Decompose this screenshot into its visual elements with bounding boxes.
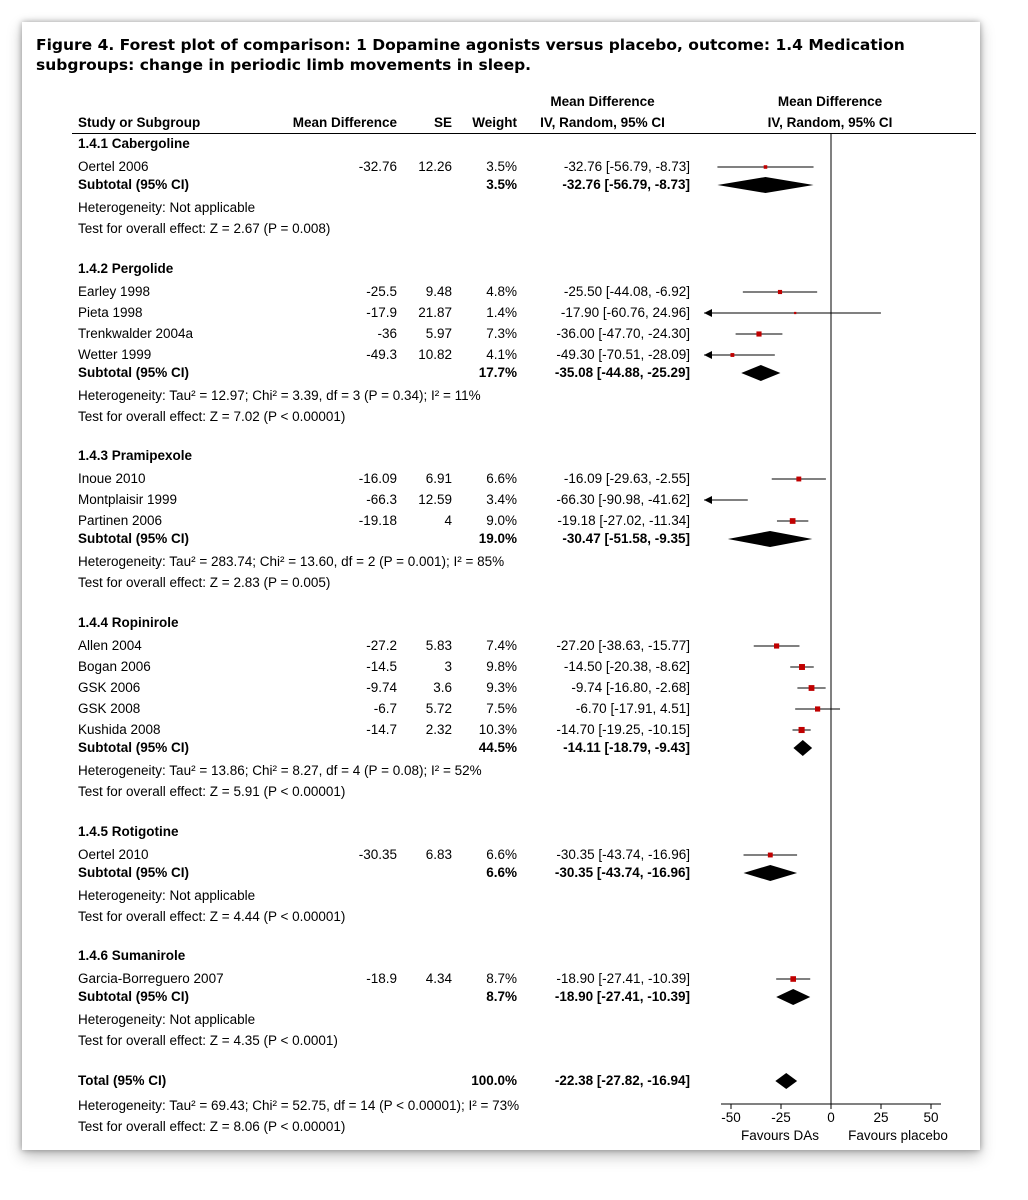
study-name: Allen 2004 <box>78 638 142 653</box>
study-weight: 6.6% <box>486 847 517 862</box>
header-study: Study or Subgroup <box>78 115 201 130</box>
subtotal-weight: 44.5% <box>478 740 517 755</box>
overall-effect-text: Test for overall effect: Z = 4.44 (P < 0.00001) <box>78 909 346 924</box>
study-weight: 9.8% <box>486 659 517 674</box>
study-mean-difference: -49.3 <box>366 347 397 362</box>
header-se: SE <box>433 115 452 130</box>
study-name: GSK 2008 <box>78 701 141 716</box>
header-weight: Weight <box>472 115 517 130</box>
study-ci: -14.70 [-19.25, -10.15] <box>556 722 690 737</box>
study-name: Inoue 2010 <box>78 471 146 486</box>
study-se: 2.32 <box>425 722 452 737</box>
study-se: 9.48 <box>425 284 452 299</box>
subtotal-ci: -14.11 [-18.79, -9.43] <box>563 740 690 755</box>
subtotal-ci: -30.47 [-51.58, -9.35] <box>562 531 690 546</box>
study-weight: 10.3% <box>478 722 517 737</box>
study-weight: 7.5% <box>486 701 517 716</box>
study-se: 3.6 <box>433 680 452 695</box>
heterogeneity-text: Heterogeneity: Tau² = 283.74; Chi² = 13.60, df = 2 (P = 0.001); I² = 85% <box>78 554 505 569</box>
study-weight: 9.0% <box>486 513 517 528</box>
study-se: 3 <box>444 659 452 674</box>
overall-effect-text: Test for overall effect: Z = 4.35 (P < 0.0001) <box>78 1033 338 1048</box>
total-weight: 100.0% <box>471 1073 517 1088</box>
study-name: Kushida 2008 <box>78 722 161 737</box>
subtotal-label: Subtotal (95% CI) <box>78 740 190 755</box>
study-weight: 7.4% <box>486 638 517 653</box>
study-mean-difference: -32.76 <box>358 159 397 174</box>
study-se: 6.91 <box>425 471 452 486</box>
heterogeneity-text: Heterogeneity: Tau² = 13.86; Chi² = 8.27, df = 4 (P = 0.08); I² = 52% <box>78 763 482 778</box>
study-name: Garcia-Borreguero 2007 <box>78 971 224 986</box>
heterogeneity-text: Heterogeneity: Not applicable <box>78 200 256 215</box>
study-ci: -18.90 [-27.41, -10.39] <box>556 971 690 986</box>
header-plot-top: Mean Difference <box>777 94 883 109</box>
study-ci: -27.20 [-38.63, -15.77] <box>556 638 690 653</box>
subtotal-label: Subtotal (95% CI) <box>78 531 190 546</box>
study-mean-difference: -66.3 <box>366 492 397 507</box>
study-name: Oertel 2006 <box>78 159 149 174</box>
favours-right-label: Favours placebo <box>848 1128 948 1143</box>
subgroup-title: 1.4.6 Sumanirole <box>78 948 186 963</box>
study-se: 4 <box>444 513 452 528</box>
subtotal-ci: -32.76 [-56.79, -8.73] <box>562 177 690 192</box>
study-ci: -14.50 [-20.38, -8.62] <box>563 659 690 674</box>
study-mean-difference: -17.9 <box>366 305 397 320</box>
study-weight: 4.8% <box>486 284 517 299</box>
study-se: 12.59 <box>418 492 452 507</box>
study-weight: 4.1% <box>486 347 517 362</box>
study-name: Oertel 2010 <box>78 847 149 862</box>
study-weight: 7.3% <box>486 326 517 341</box>
header-mean-difference: Mean Difference <box>292 115 397 130</box>
study-se: 4.34 <box>425 971 452 986</box>
study-se: 5.97 <box>425 326 452 341</box>
study-mean-difference: -16.09 <box>358 471 397 486</box>
study-name: Earley 1998 <box>78 284 151 299</box>
total-heterogeneity-text: Heterogeneity: Tau² = 69.43; Chi² = 52.75, df = 14 (P < 0.00001); I² = 73% <box>78 1098 520 1113</box>
header-rule <box>72 133 976 134</box>
subtotal-ci: -35.08 [-44.88, -25.29] <box>554 365 690 380</box>
study-mean-difference: -18.9 <box>366 971 397 986</box>
subtotal-label: Subtotal (95% CI) <box>78 177 190 192</box>
subgroup-title: 1.4.5 Rotigotine <box>78 824 179 839</box>
header-plot-bottom: IV, Random, 95% CI <box>767 115 893 130</box>
study-se: 10.82 <box>418 347 452 362</box>
heterogeneity-text: Heterogeneity: Tau² = 12.97; Chi² = 3.39, df = 3 (P = 0.34); I² = 11% <box>78 388 481 403</box>
subtotal-weight: 6.6% <box>486 865 517 880</box>
study-ci: -6.70 [-17.91, 4.51] <box>575 701 690 716</box>
study-se: 5.72 <box>425 701 452 716</box>
study-mean-difference: -14.5 <box>366 659 397 674</box>
study-name: Partinen 2006 <box>78 513 163 528</box>
study-weight: 8.7% <box>486 971 517 986</box>
total-ci: -22.38 [-27.82, -16.94] <box>554 1073 690 1088</box>
total-overall-effect-text: Test for overall effect: Z = 8.06 (P < 0.00001) <box>78 1119 346 1134</box>
study-mean-difference: -30.35 <box>358 847 397 862</box>
subgroup-title: 1.4.2 Pergolide <box>78 261 174 276</box>
x-tick-label: -50 <box>721 1110 741 1125</box>
subgroup-title: 1.4.1 Cabergoline <box>78 136 190 151</box>
study-weight: 6.6% <box>486 471 517 486</box>
study-mean-difference: -19.18 <box>358 513 397 528</box>
x-tick-label: 25 <box>873 1110 889 1125</box>
subtotal-weight: 3.5% <box>486 177 517 192</box>
study-name: Bogan 2006 <box>78 659 151 674</box>
study-ci: -25.50 [-44.08, -6.92] <box>563 284 690 299</box>
study-mean-difference: -27.2 <box>366 638 397 653</box>
study-name: Trenkwalder 2004a <box>78 326 194 341</box>
overall-effect-text: Test for overall effect: Z = 7.02 (P < 0.00001) <box>78 409 346 424</box>
x-tick-label: -25 <box>771 1110 791 1125</box>
study-weight: 3.4% <box>486 492 517 507</box>
figure-caption: Figure 4. Forest plot of comparison: 1 Dopamine agonists versus placebo, outcome: 1.4 Medication subgroups: change in periodic limb movements in sleep. <box>36 36 905 74</box>
header-ci-bottom: IV, Random, 95% CI <box>540 115 665 130</box>
study-ci: -36.00 [-47.70, -24.30] <box>556 326 690 341</box>
subtotal-label: Subtotal (95% CI) <box>78 989 190 1004</box>
study-weight: 3.5% <box>486 159 517 174</box>
study-weight: 1.4% <box>486 305 517 320</box>
study-mean-difference: -14.7 <box>366 722 397 737</box>
x-tick-label: 0 <box>827 1110 835 1125</box>
overall-effect-text: Test for overall effect: Z = 2.83 (P = 0.005) <box>78 575 331 590</box>
study-ci: -32.76 [-56.79, -8.73] <box>563 159 690 174</box>
subtotal-weight: 8.7% <box>486 989 517 1004</box>
study-ci: -66.30 [-90.98, -41.62] <box>556 492 690 507</box>
overall-effect-text: Test for overall effect: Z = 2.67 (P = 0.008) <box>78 221 331 236</box>
study-name: Montplaisir 1999 <box>78 492 178 507</box>
subtotal-ci: -18.90 [-27.41, -10.39] <box>554 989 690 1004</box>
study-se: 21.87 <box>418 305 452 320</box>
study-se: 5.83 <box>425 638 452 653</box>
heterogeneity-text: Heterogeneity: Not applicable <box>78 1012 256 1027</box>
study-ci: -9.74 [-16.80, -2.68] <box>571 680 690 695</box>
total-label: Total (95% CI) <box>78 1073 167 1088</box>
subtotal-weight: 19.0% <box>478 531 517 546</box>
header-ci-top: Mean Difference <box>550 94 655 109</box>
subtotal-label: Subtotal (95% CI) <box>78 365 190 380</box>
study-ci: -16.09 [-29.63, -2.55] <box>563 471 690 486</box>
study-mean-difference: -9.74 <box>366 680 397 695</box>
study-name: GSK 2006 <box>78 680 141 695</box>
study-name: Pieta 1998 <box>78 305 143 320</box>
study-name: Wetter 1999 <box>78 347 152 362</box>
subtotal-ci: -30.35 [-43.74, -16.96] <box>554 865 690 880</box>
heterogeneity-text: Heterogeneity: Not applicable <box>78 888 256 903</box>
overall-effect-text: Test for overall effect: Z = 5.91 (P < 0.00001) <box>78 784 346 799</box>
study-ci: -49.30 [-70.51, -28.09] <box>556 347 690 362</box>
study-mean-difference: -6.7 <box>373 701 397 716</box>
subtotal-weight: 17.7% <box>478 365 517 380</box>
study-se: 6.83 <box>425 847 452 862</box>
study-ci: -17.90 [-60.76, 24.96] <box>560 305 690 320</box>
x-tick-label: 50 <box>923 1110 939 1125</box>
study-weight: 9.3% <box>486 680 517 695</box>
subgroup-title: 1.4.4 Ropinirole <box>78 615 179 630</box>
subtotal-label: Subtotal (95% CI) <box>78 865 190 880</box>
study-ci: -30.35 [-43.74, -16.96] <box>556 847 690 862</box>
study-mean-difference: -25.5 <box>366 284 397 299</box>
study-se: 12.26 <box>418 159 452 174</box>
subgroup-title: 1.4.3 Pramipexole <box>78 448 193 463</box>
study-mean-difference: -36 <box>377 326 397 341</box>
study-ci: -19.18 [-27.02, -11.34] <box>557 513 690 528</box>
favours-left-label: Favours DAs <box>740 1128 820 1143</box>
